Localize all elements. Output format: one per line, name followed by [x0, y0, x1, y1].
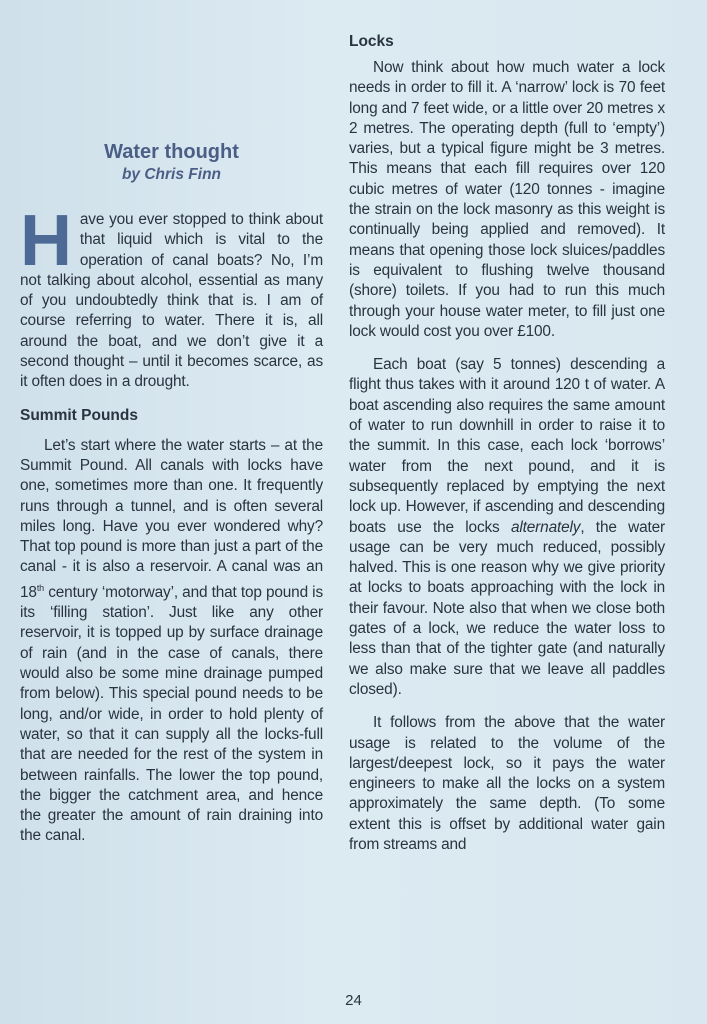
drop-cap: H: [20, 201, 72, 281]
article-byline: by Chris Finn: [121, 166, 222, 183]
summit-paragraph: [20, 436, 323, 847]
page-number: 24: [345, 992, 362, 1009]
locks-p2-part1: Each boat (say 5 tonnes) descending a flight thus takes with it around 120 t of water. A boat ascending also requires the same amount of water to run downhill in order to raise it to the summit. In this case, each lock ‘borrows’ water from the next pound, and it is subsequently replaced by emptying the next lock up. However, if ascending and descending boats use the locks: [349, 356, 665, 536]
right-column: [349, 32, 665, 855]
summit-superscript: th: [36, 582, 45, 593]
article-header: [20, 140, 323, 184]
locks-heading: Locks: [349, 33, 394, 50]
locks-p2-part2: , the water usage can be very much reduced, possibly halved. This is one reason why we give priority at locks to boats approaching with the lock in their favour. Note also that when we close both gates of a lock, we reduce the water loss to less than that of the tighter gate (and naturally we also make sure that we leave all paddles closed).: [349, 518, 665, 698]
locks-paragraph-2: [349, 355, 665, 700]
locks-paragraph-3: It follows from the above that the water usage is related to the volume of the largest/deepest lock, so it pays the water engineers to make all the locks on a system approximately the same depth. (To some extent this is offset by additional water gain from streams and: [349, 714, 665, 853]
left-column: [20, 140, 323, 847]
summit-text-part2: century ‘motorway’, and that top pound is its ‘filling station’. Just like any other reservoir, it is topped up by surface drainage of rain (and in the case of canals, there would also be some mine drainage pumped from below). This special pound needs to be long, and/or wide, in order to hold plenty of water, so that it can supply all the locks-full that are needed for the rest of the system in between rainfalls. The lower the top pound, the bigger the catchment area, and hence the greater the amount of rain draining into the canal.: [20, 583, 323, 845]
locks-p2-emphasis: alternately: [510, 518, 581, 536]
locks-paragraph-1: Now think about how much water a lock needs in order to fill it. A ‘narrow’ lock is 70 feet long and 7 feet wide, or a little over 20 metres x 2 metres. The operating depth (full to ‘empty’) varies, but a typical figure might be 3 metres. This means that each fill requires over 120 cubic metres of water (120 tonnes - imagine the strain on the lock masonry as this weight is continually being applied and removed). It means that opening those lock sluices/paddles is equivalent to flushing twelve thousand (shore) toilets. If you had to run this much through your house water meter, to fill just one lock would cost you over £100.: [349, 59, 665, 340]
summit-pounds-heading: Summit Pounds: [20, 406, 138, 424]
summit-text-part1: Let’s start where the water starts – at the Summit Pound. All canals with locks have one, sometimes more than one. It frequently runs through a tunnel, and is often several miles long. Have you ever wondered why? That top pound is more than just a part of the canal - it is also a reservoir. A canal was an 18: [20, 436, 323, 601]
intro-text: ave you ever stopped to think about that liquid which is vital to the operation of canal boats? No, I’m not talking about alcohol, essential as many of you undoubtedly think that is. I am of course referring to water. There it is, all around the boat, and we don’t give it a second thought – until it becomes scarce, as it often does in a drought.: [20, 211, 323, 391]
intro-paragraph: [20, 201, 323, 393]
article-title: Water thought: [104, 141, 239, 163]
